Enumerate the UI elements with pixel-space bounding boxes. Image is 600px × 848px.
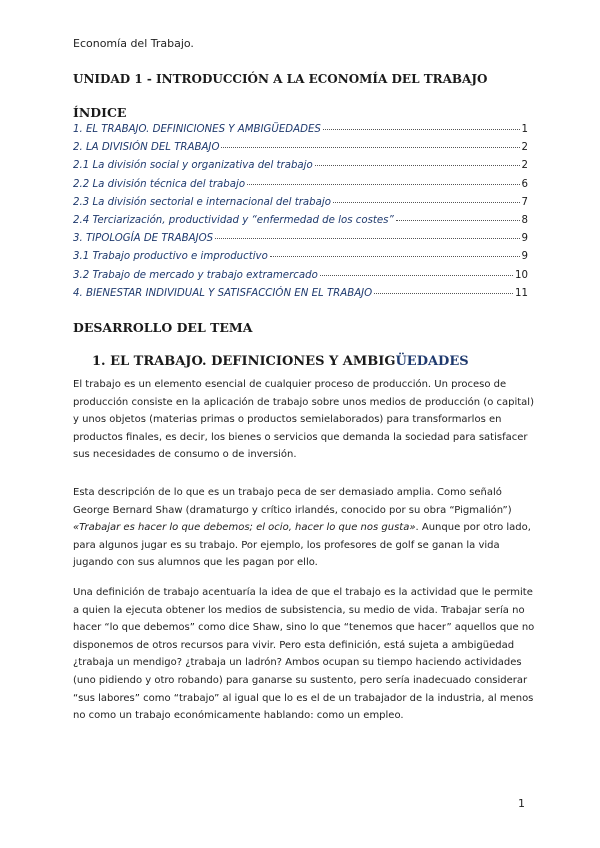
toc-item-label[interactable]: 1. EL TRABAJO. DEFINICIONES Y AMBIGÜEDADES [73,124,321,135]
toc-item-page[interactable]: 9 [521,233,528,245]
paragraph-2-text-b: . Aunque por otro lado, para algunos jugar es su trabajo. Por ejemplo, los profesores de golf se ganan la vida jugando con sus alumnos que les pagan por ello. [73,522,531,569]
toc-item[interactable] [73,179,528,197]
toc-leader-dots [333,202,520,203]
toc-item[interactable] [73,215,528,233]
paragraph-3: Una definición de trabajo acentuaría la idea de que el trabajo es la actividad que le permite a quien la ejecuta obtener los medios de subsistencia, su medio de vida. Trabajar sería no hacer “lo que debemos” como dice Shaw, sino lo que “tenemos que hacer” aquellos que no disponemos de otros recursos para vivir. Pero esta definición, está sujeta a ambigüedad ¿trabaja un mendigo? ¿trabaja un ladrón? Ambos ocupan su tiempo haciendo actividades (uno pidiendo y otro robando) para ganarse su sustento, pero sería inadecuado considerar “sus labores” como “trabajo” al igual que lo es el de un trabajador de la industria, al menos no como un trabajo económicamente hablando: como un empleo. [73,587,535,722]
toc-item-label[interactable]: 3. TIPOLOGÍA DE TRABAJOS [73,233,214,245]
toc-leader-dots [323,129,520,130]
toc-item-label[interactable]: 3.1 Trabajo productivo e improductivo [73,251,268,263]
toc-item-page[interactable]: 2 [521,160,528,172]
running-header: Economía del Trabajo. [73,37,194,50]
toc-item-page[interactable]: 2 [521,142,528,154]
toc-leader-dots [396,220,520,221]
toc-item-label[interactable]: 3.2 Trabajo de mercado y trabajo extramercado [73,269,318,281]
toc-item-page[interactable]: 6 [521,178,528,190]
toc-item[interactable] [73,197,528,215]
toc-item-page[interactable]: 9 [521,251,528,263]
toc-item[interactable] [73,251,528,269]
section-title: DESARROLLO DEL TEMA [73,320,253,335]
unit-title: UNIDAD 1 - INTRODUCCIÓN A LA ECONOMÍA DEL TRABAJO [73,72,488,86]
heading-1 [92,354,469,369]
toc-leader-dots [315,165,520,166]
toc-item-page[interactable]: 11 [515,287,528,299]
toc-leader-dots [270,256,520,257]
toc-item[interactable] [73,160,528,178]
toc-item-label[interactable]: 2. LA DIVISIÓN DEL TRABAJO [73,142,220,154]
toc-item-label[interactable]: 2.1 La división social y organizativa del trabajo [73,160,313,172]
toc-leader-dots [374,293,513,294]
paragraph-2-text-a: Esta descripción de lo que es un trabajo peca de ser demasiado amplia. Como señaló George Bernard Shaw (dramaturgo y crítico irlandés, conocido por su obra “Pigmalión”) [73,487,512,516]
toc-leader-dots [221,147,519,148]
toc-item[interactable] [73,142,528,160]
shaw-quote: «Trabajar es hacer lo que debemos; el ocio, hacer lo que nos gusta» [73,522,416,534]
toc-item-label[interactable]: 2.2 La división técnica del trabajo [73,178,246,190]
toc-leader-dots [215,238,519,239]
toc-item[interactable] [73,124,528,142]
heading-1-accent: ÜEDADES [395,354,469,369]
table-of-contents [73,124,528,306]
toc-item-page[interactable]: 8 [521,214,528,226]
heading-1-main: 1. EL TRABAJO. DEFINICIONES Y AMBIG [92,354,396,369]
toc-item-label[interactable]: 4. BIENESTAR INDIVIDUAL Y SATISFACCIÓN EN EL TRABAJO [73,287,373,299]
toc-item[interactable] [73,233,528,251]
page-number: 1 [518,797,525,810]
toc-item-page[interactable]: 7 [521,196,528,208]
toc-item[interactable] [73,270,528,288]
paragraph-2 [73,484,535,572]
index-title: ÍNDICE [73,105,127,120]
toc-item-label[interactable]: 2.4 Terciarización, productividad y “enfermedad de los costes” [73,214,394,226]
toc-leader-dots [247,184,519,185]
toc-leader-dots [320,275,513,276]
toc-item-page[interactable]: 10 [515,269,528,281]
paragraph-1: El trabajo es un elemento esencial de cualquier proceso de producción. Un proceso de producción consiste en la aplicación de trabajo sobre unos medios de producción (o capital) y unos objetos (materias primas o productos semielaborados) para transformarlos en productos finales, es decir, los bienes o servicios que demanda la sociedad para satisfacer sus necesidades de consumo o de inversión. [73,379,534,461]
toc-item-page[interactable]: 1 [521,124,528,135]
toc-item[interactable] [73,288,528,306]
toc-item-label[interactable]: 2.3 La división sectorial e internacional del trabajo [73,196,331,208]
